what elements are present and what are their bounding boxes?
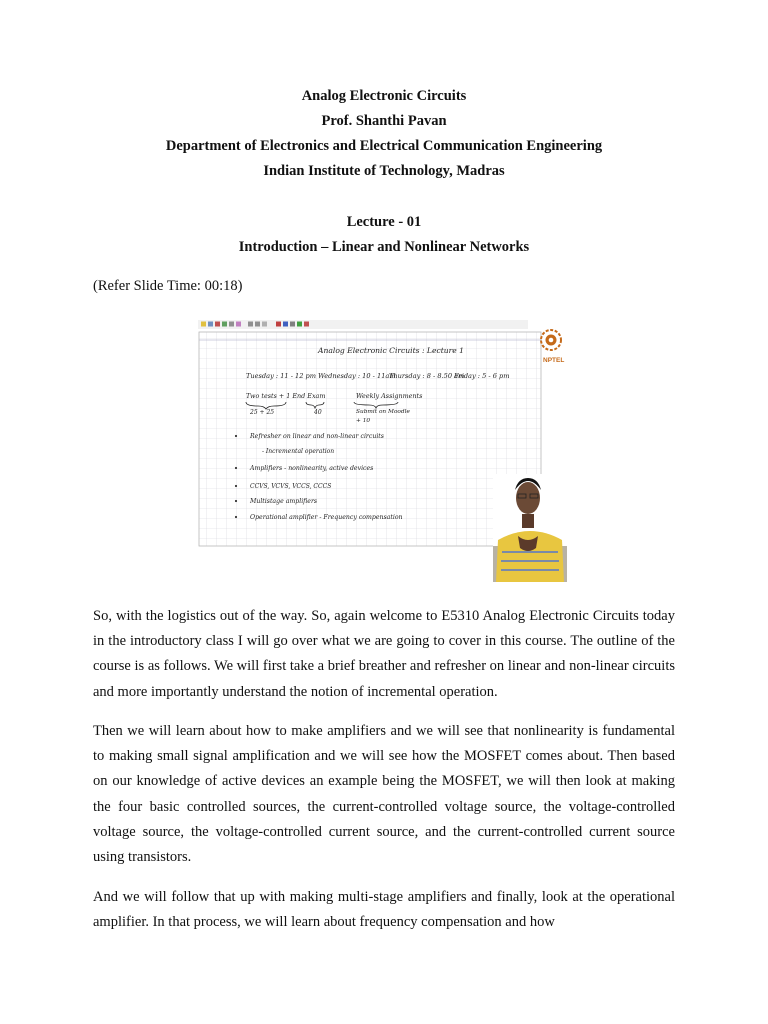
slide-schedule-friday: Friday : 5 - 6 pm [454,372,510,380]
body-paragraph-2: Then we will learn about how to make amplifiers and we will see that nonlinearity is fundamental to making small signal amplification and we will see how the MOSFET comes about. Then based on our knowledge of active devices an example being the MOSFET, we will then look at making the four basic controlled sources, the current-controlled voltage source, the voltage-controlled voltage source, the voltage-controlled current source, and the current-controlled current source using transistors. [93,723,675,866]
professor-name: Prof. Shanthi Pavan [321,113,447,129]
slide-grading-assignments: Weekly Assignments [356,392,423,400]
body-paragraph-3: And we will follow that up with making multi-stage amplifiers and finally, look at the operational amplifier. In that process, we will learn about frequency compensation and how [93,889,675,931]
slide-toolbar [198,320,528,329]
slide-topic: Operational amplifier - Frequency compensation [250,514,403,521]
slide-grading-tests-weight: 25 + 25 [250,409,275,416]
slide-schedule-wednesday: Wednesday : 10 - 11am [318,372,396,380]
slide-topic: Multistage amplifiers [250,498,318,505]
nptel-logo-text: NPTEL [543,357,565,364]
course-title: Analog Electronic Circuits [301,88,467,104]
lecture-title: Introduction – Linear and Nonlinear Networks [238,239,530,255]
slide-grading-assignments-weight: + 10 [356,418,371,424]
slide-title: Analog Electronic Circuits : Lecture 1 [318,346,465,355]
slide-grading-tests: Two tests + 1 End Exam [246,392,326,400]
refer-slide-time: (Refer Slide Time: 00:18) [93,278,243,294]
institute-name: Indian Institute of Technology, Madras [263,163,505,179]
slide-schedule-tuesday: Tuesday : 11 - 12 pm [246,372,316,380]
slide-topic: - Incremental operation [262,448,335,455]
slide-topic: Refresher on linear and non-linear circuits [250,433,384,440]
lecture-number: Lecture - 01 [346,214,422,230]
presenter-video [493,474,567,582]
slide-topic: Amplifiers - nonlinearity, active devices [250,465,374,472]
slide-schedule-thursday: Thursday : 8 - 8.50 am [389,372,465,380]
slide-grading-exam-weight: 40 [314,409,322,416]
slide-topic: CCVS, VCVS, VCCS, CCCS [250,483,332,490]
lecture-slide-image [196,318,574,586]
body-paragraph-1: So, with the logistics out of the way. So, again welcome to E5310 Analog Electronic Circuits today in the introductory class I will go over what we are going to cover in this course. The outline of the course is as follows. We will first take a brief breather and refresher on linear and non-linear circuits and more importantly understand the notion of incremental operation. [93,608,675,700]
slide-grading-moodle: Submit on Moodle [356,409,410,415]
department-name: Department of Electronics and Electrical Communication Engineering [165,138,603,154]
